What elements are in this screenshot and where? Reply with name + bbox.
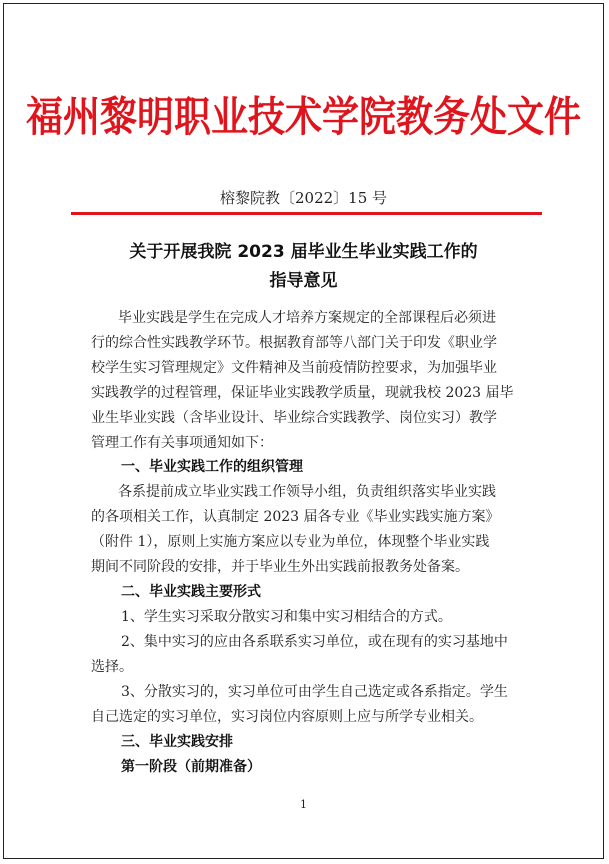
section2-line: 1、学生实习采取分散实习和集中实习相结合的方式。 — [121, 609, 452, 625]
org-header-title: 福州黎明职业技术学院教务处文件 — [26, 92, 581, 141]
intro-line: 行的综合性实践教学环节。根据教育部等八部门关于印发《职业学 — [91, 335, 497, 351]
intro-line: 管理工作有关事项通知如下： — [91, 435, 273, 451]
section2-line: 3、分散实习的，实习单位可由学生自己选定或各系指定。学生 — [121, 684, 508, 700]
section2-line: 2、集中实习的应由各系联系实习单位，或在现有的实习基地中 — [121, 634, 508, 650]
document-title-line-2: 指导意见 — [269, 271, 338, 291]
red-divider-line — [71, 212, 542, 215]
section1-line: （附件 1），原则上实施方案应以专业为单位，体现整个毕业实践 — [91, 534, 490, 550]
section2-line: 选择。 — [91, 659, 133, 675]
section2-line: 自己选定的实习单位，实习岗位内容原则上应与所学专业相关。 — [91, 709, 483, 725]
stage-heading-1: 第一阶段（前期准备） — [121, 759, 261, 775]
section-heading-3: 三、毕业实践安排 — [121, 734, 233, 750]
document-page — [3, 3, 604, 859]
intro-line: 业生毕业实践（含毕业设计、毕业综合实践教学、岗位实习）教学 — [91, 410, 497, 426]
intro-line: 实践教学的过程管理，保证毕业实践教学质量，现就我校 2023 届毕 — [91, 385, 514, 401]
document-title-line-1: 关于开展我院 2023 届毕业生毕业实践工作的 — [129, 242, 478, 262]
document-number: 榕黎院教〔2022〕15 号 — [219, 189, 388, 207]
section-heading-2: 二、毕业实践主要形式 — [121, 584, 261, 600]
section1-line: 的各项相关工作，认真制定 2023 届各专业《毕业实践实施方案》 — [91, 509, 500, 525]
section-heading-1: 一、毕业实践工作的组织管理 — [121, 459, 303, 475]
section1-line: 各系提前成立毕业实践工作领导小组，负责组织落实毕业实践 — [118, 484, 496, 500]
intro-line: 毕业实践是学生在完成人才培养方案规定的全部课程后必须进 — [118, 310, 496, 326]
page-number: 1 — [300, 798, 307, 811]
intro-line: 校学生实习管理规定》文件精神及当前疫情防控要求，为加强毕业 — [91, 360, 497, 376]
section1-line: 期间不同阶段的安排，并于毕业生外出实践前报教务处备案。 — [91, 559, 469, 575]
